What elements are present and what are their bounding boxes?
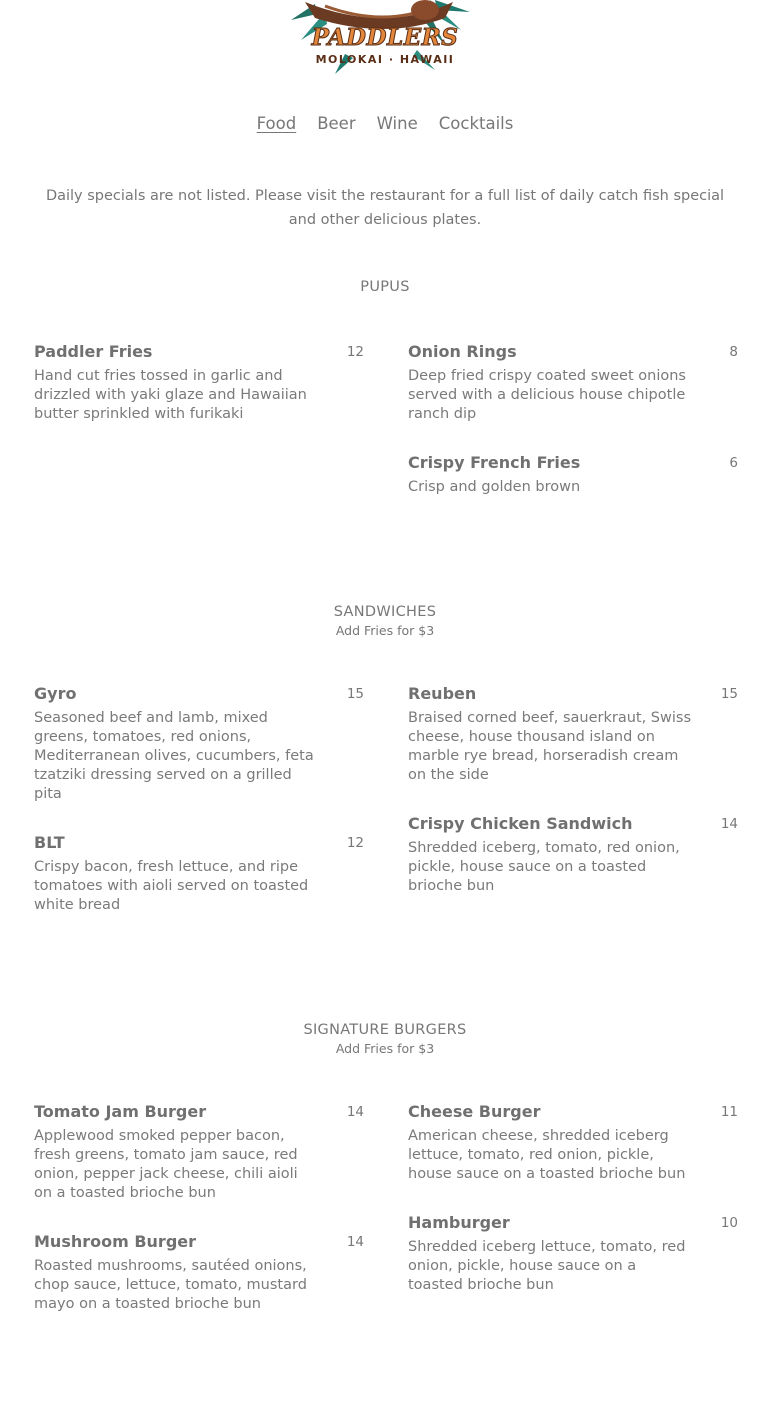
- item-price: 14: [346, 1104, 364, 1120]
- item-name: Mushroom Burger: [34, 1232, 197, 1251]
- section-sandwiches: [0, 602, 770, 641]
- item-price: 15: [346, 686, 364, 702]
- nav-food[interactable]: Food: [256, 114, 297, 133]
- item-price: 10: [720, 1215, 738, 1231]
- item-name: Reuben: [408, 684, 477, 703]
- section-title: PUPUS: [360, 279, 410, 295]
- paddlers-logo[interactable]: [285, 0, 485, 76]
- item-name: Crispy French Fries: [408, 453, 581, 472]
- nav-beer[interactable]: Beer: [317, 114, 356, 133]
- item-name: Onion Rings: [408, 342, 517, 361]
- item-description: Hand cut fries tossed in garlic and drizzled with yaki glaze and Hawaiian butter sprinkled with furikaki: [34, 368, 307, 422]
- section-subtitle: Add Fries for $3: [335, 1041, 435, 1056]
- item-description: Crispy bacon, fresh lettuce, and ripe tomatoes with aioli served on toasted white bread: [34, 859, 309, 913]
- item-description: Roasted mushrooms, sautéed onions, chop sauce, lettuce, tomato, mustard mayo on a toasted brioche bun: [34, 1258, 307, 1312]
- item-price: 11: [720, 1104, 738, 1120]
- section-title: SIGNATURE BURGERS: [303, 1022, 467, 1038]
- section-title: SANDWICHES: [333, 604, 437, 620]
- item-name: Hamburger: [408, 1213, 510, 1232]
- section-signature-burgers: [0, 1020, 770, 1059]
- item-price: 12: [346, 835, 364, 851]
- item-name: Crispy Chicken Sandwich: [408, 814, 633, 833]
- item-name: Paddler Fries: [34, 342, 153, 361]
- item-price: 15: [720, 686, 738, 702]
- item-description: Seasoned beef and lamb, mixed greens, tomatoes, red onions, Mediterranean olives, cucumbers, feta tzatziki dressing served on a grilled pita: [34, 710, 314, 802]
- logo-wordmark: PADDLERS: [311, 24, 459, 51]
- item-name: Gyro: [34, 684, 77, 703]
- section-subtitle: Add Fries for $3: [335, 623, 435, 638]
- nav-cocktails[interactable]: Cocktails: [438, 114, 514, 133]
- daily-specials-notice: Daily specials are not listed. Please visit the restaurant for a full list of daily catch fish special and other delicious plates.: [45, 188, 725, 228]
- item-description: American cheese, shredded iceberg lettuce, tomato, red onion, pickle, house sauce on a toasted brioche bun: [408, 1128, 686, 1182]
- item-description: Shredded iceberg lettuce, tomato, red onion, pickle, house sauce on a toasted brioche bun: [408, 1239, 686, 1293]
- item-name: Tomato Jam Burger: [34, 1102, 207, 1121]
- item-price: 6: [729, 455, 738, 471]
- item-description: Braised corned beef, sauerkraut, Swiss cheese, house thousand island on marble rye bread, horseradish cream on the side: [408, 710, 692, 783]
- item-price: 14: [346, 1234, 364, 1250]
- item-price: 14: [720, 816, 738, 832]
- item-name: Cheese Burger: [408, 1102, 541, 1121]
- logo-tagline: MOLOKAI · HAWAII: [315, 53, 455, 66]
- item-price: 8: [729, 344, 738, 360]
- item-price: 12: [346, 344, 364, 360]
- section-pupus: [0, 277, 770, 297]
- item-description: Deep fried crispy coated sweet onions served with a delicious house chipotle ranch dip: [408, 368, 686, 422]
- menu-nav: [0, 114, 770, 133]
- item-description: Shredded iceberg, tomato, red onion, pickle, house sauce on a toasted brioche bun: [408, 840, 680, 894]
- nav-wine[interactable]: Wine: [376, 114, 418, 133]
- item-description: Crisp and golden brown: [408, 479, 581, 495]
- item-description: Applewood smoked pepper bacon, fresh greens, tomato jam sauce, red onion, pepper jack cheese, chili aioli on a toasted brioche bun: [34, 1128, 298, 1201]
- item-name: BLT: [34, 833, 65, 852]
